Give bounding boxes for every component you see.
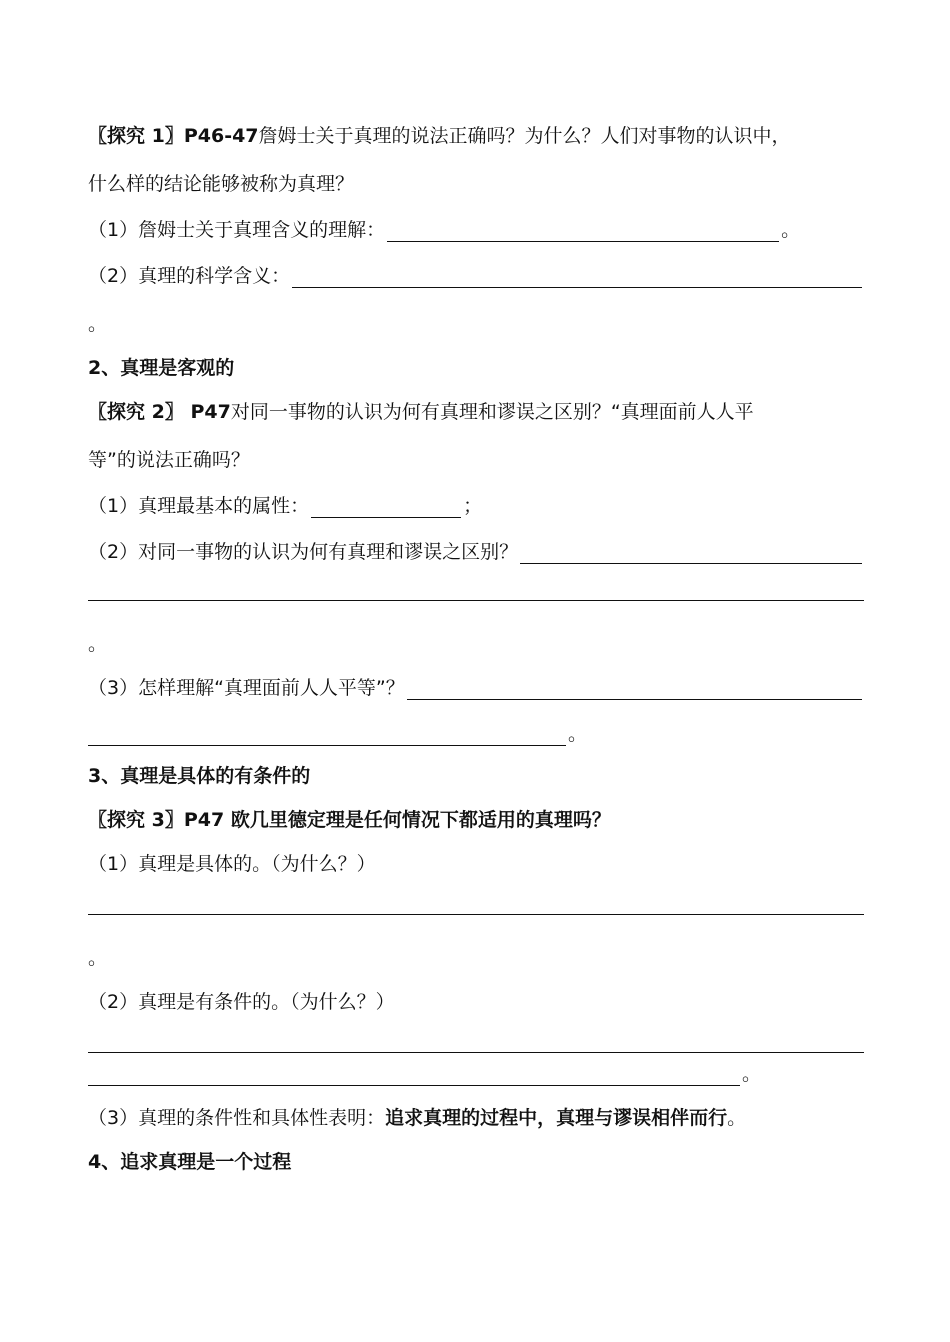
inquiry-1-label: 〖探究 1〗P46-47 (88, 125, 259, 147)
section-heading-3 (88, 764, 864, 788)
period: 。 (88, 633, 108, 655)
question-3-1-text: （1）真理是具体的。（为什么？） (88, 853, 376, 875)
answer-line-2-2b[interactable] (88, 600, 864, 601)
period-line (88, 632, 864, 656)
question-3-1 (88, 852, 864, 876)
period: 。 (781, 219, 801, 241)
question-1-2 (88, 264, 864, 288)
period: 。 (568, 723, 588, 745)
section-heading-2-text: 2、真理是客观的 (88, 357, 235, 379)
period: 。 (88, 947, 108, 969)
question-2-3-text: （3）怎样理解“真理面前人人平等”？ (88, 677, 405, 699)
answer-blank-2-2[interactable] (520, 543, 862, 564)
inquiry-2-text: 对同一事物的认识为何有真理和谬误之区别？“真理面前人人平 (230, 401, 754, 423)
answer-line-3-2a[interactable] (88, 1052, 864, 1053)
inquiry-1-line-1 (88, 124, 864, 148)
answer-line-2-3b (88, 722, 864, 746)
question-2-2 (88, 540, 864, 564)
section-heading-4 (88, 1150, 864, 1174)
period: 。 (88, 313, 108, 335)
inquiry-3-text: 〖探究 3〗P47 欧几里德定理是任何情况下都适用的真理吗？ (88, 809, 611, 831)
answer-line-3-1[interactable] (88, 914, 864, 915)
question-2-1 (88, 494, 864, 518)
inquiry-2-line-1 (88, 400, 864, 424)
question-1-2-text: （2）真理的科学含义： (88, 265, 291, 287)
answer-blank-2-3b[interactable] (88, 725, 566, 746)
inquiry-1-text-cont: 什么样的结论能够被称为真理？ (88, 173, 355, 195)
question-2-3 (88, 676, 864, 700)
question-1-1 (88, 218, 864, 242)
section-heading-2 (88, 356, 864, 380)
period-line (88, 312, 864, 336)
inquiry-2-line-2 (88, 448, 864, 472)
answer-line-3-2b (88, 1062, 864, 1086)
question-2-2-text: （2）对同一事物的认识为何有真理和谬误之区别？ (88, 541, 519, 563)
question-3-3-conclusion: 追求真理的过程中，真理与谬误相伴而行 (385, 1107, 728, 1129)
period-line (88, 946, 864, 970)
inquiry-1-line-2 (88, 172, 864, 196)
answer-blank-3-2b[interactable] (88, 1065, 740, 1086)
question-3-2-text: （2）真理是有条件的。（为什么？） (88, 991, 395, 1013)
inquiry-3 (88, 808, 864, 832)
question-3-3-text: （3）真理的条件性和具体性表明： (88, 1107, 386, 1129)
question-3-2 (88, 990, 864, 1014)
section-heading-4-text: 4、追求真理是一个过程 (88, 1151, 292, 1173)
answer-blank-2-3[interactable] (407, 679, 862, 700)
question-2-1-text: （1）真理最基本的属性： (88, 495, 310, 517)
question-3-3 (88, 1106, 864, 1130)
period: 。 (742, 1063, 762, 1085)
period: 。 (727, 1107, 747, 1129)
semicolon: ； (463, 495, 483, 517)
answer-blank-1-2[interactable] (292, 267, 862, 288)
question-1-1-text: （1）詹姆士关于真理含义的理解： (88, 219, 386, 241)
inquiry-1-text: 詹姆士关于真理的说法正确吗？为什么？人们对事物的认识中， (258, 125, 791, 147)
inquiry-2-text-cont: 等”的说法正确吗？ (88, 449, 250, 471)
answer-blank-2-1[interactable] (311, 497, 461, 518)
section-heading-3-text: 3、真理是具体的有条件的 (88, 765, 311, 787)
inquiry-2-label: 〖探究 2〗 P47 (88, 401, 231, 423)
answer-blank-1-1[interactable] (387, 221, 779, 242)
